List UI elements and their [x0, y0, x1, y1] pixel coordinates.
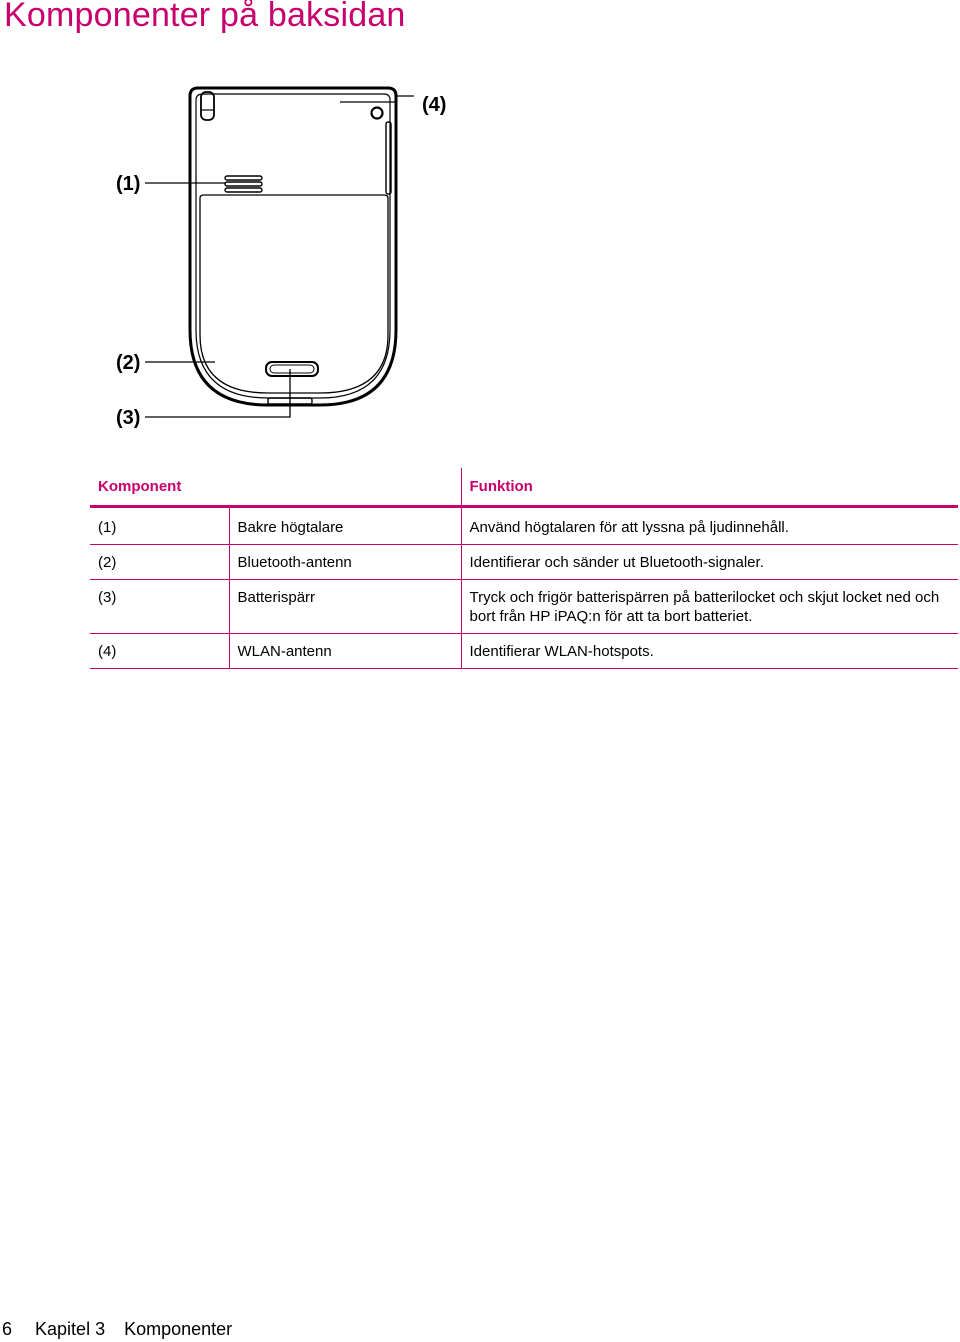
wlan-antenna-marker	[372, 108, 383, 119]
table-row	[90, 634, 958, 669]
table-row	[90, 545, 958, 580]
footer-section: Komponenter	[124, 1319, 233, 1339]
rear-speaker-grille	[225, 176, 262, 192]
row-component: Batterispärr	[229, 580, 461, 634]
device-outline	[190, 88, 396, 405]
row-function: Identifierar WLAN-hotspots.	[461, 634, 958, 669]
row-component: Bluetooth-antenn	[229, 545, 461, 580]
callout-4: (4)	[422, 94, 447, 116]
row-number: (3)	[90, 580, 229, 634]
row-number: (4)	[90, 634, 229, 669]
table-row	[90, 580, 958, 634]
row-component: WLAN-antenn	[229, 634, 461, 669]
table-header-row	[90, 468, 958, 507]
callout-3: (3)	[116, 407, 141, 429]
device-back-illustration	[0, 80, 500, 420]
callout-2: (2)	[116, 352, 141, 374]
device-inner-outline	[196, 94, 390, 398]
row-function: Använd högtalaren för att lyssna på ljudinnehåll.	[461, 507, 958, 545]
page-title: Komponenter på baksidan	[4, 0, 406, 34]
row-component: Bakre högtalare	[229, 507, 461, 545]
leader-line-4	[340, 96, 414, 102]
page-footer	[2, 1319, 250, 1340]
battery-latch	[266, 362, 318, 376]
device-back-figure	[0, 80, 500, 429]
header-function: Funktion	[461, 468, 958, 507]
callout-1: (1)	[116, 173, 141, 195]
battery-cover	[200, 195, 388, 393]
header-component: Komponent	[90, 468, 461, 507]
row-function: Identifierar och sänder ut Bluetooth-signaler.	[461, 545, 958, 580]
footer-chapter: Kapitel 3	[35, 1319, 106, 1339]
components-table	[90, 468, 958, 669]
stylus	[201, 92, 214, 120]
table-row	[90, 507, 958, 545]
page-number: 6	[2, 1319, 13, 1339]
row-number: (1)	[90, 507, 229, 545]
row-function: Tryck och frigör batterispärren på batterilocket och skjut locket ned och bort från HP iPAQ:n för att ta bort batteriet.	[461, 580, 958, 634]
row-number: (2)	[90, 545, 229, 580]
